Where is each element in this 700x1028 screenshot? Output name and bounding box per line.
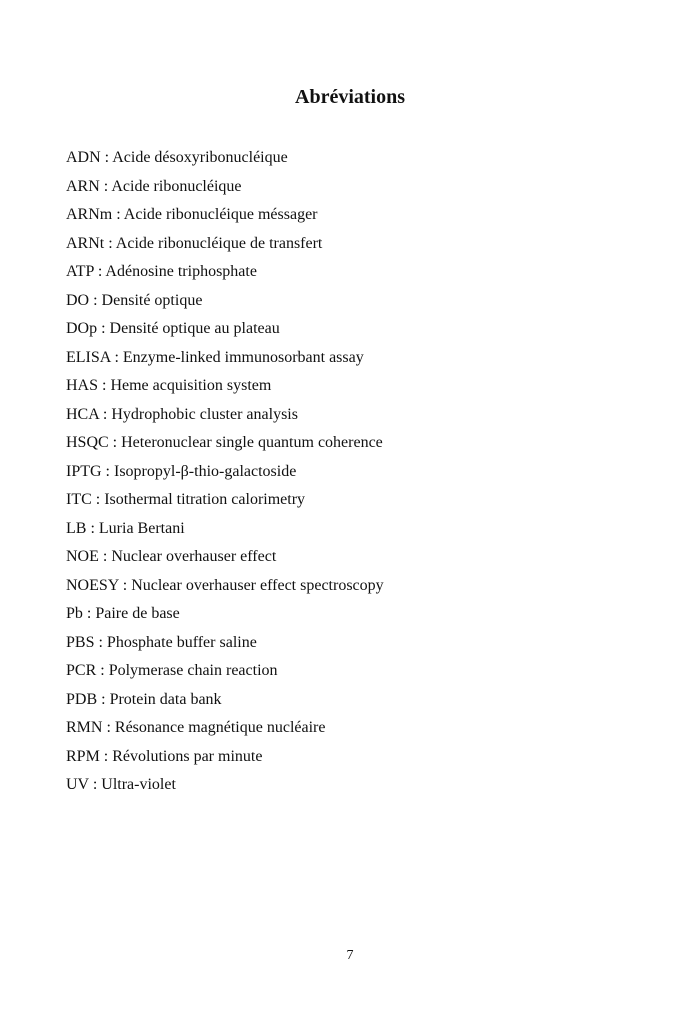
abbreviation-item: ARNt : Acide ribonucléique de transfert — [66, 234, 323, 252]
abbreviation-item: RMN : Résonance magnétique nucléaire — [66, 719, 326, 736]
abbreviation-item: DOp : Densité optique au plateau — [66, 320, 280, 337]
abbreviation-item: ATP : Adénosine triphosphate — [66, 263, 257, 280]
abbreviation-item: ARN : Acide ribonucléique — [66, 177, 242, 195]
abbreviation-item: HCA : Hydrophobic cluster analysis — [66, 405, 298, 423]
page-title — [0, 86, 700, 109]
abbreviation-item: IPTG : Isopropyl-β-thio-galactoside — [66, 462, 297, 480]
abbreviation-item: NOE : Nuclear overhauser effect — [66, 548, 277, 565]
abbreviation-item: LB : Luria Bertani — [66, 519, 185, 537]
abbreviation-item: NOESY : Nuclear overhauser effect spectroscopy — [66, 576, 384, 594]
page-number: 7 — [346, 948, 354, 963]
abbreviation-item: PBS : Phosphate buffer saline — [66, 633, 257, 651]
abbreviation-item: HSQC : Heteronuclear single quantum coherence — [66, 434, 383, 451]
abbreviation-item: RPM : Révolutions par minute — [66, 747, 263, 765]
abbreviation-item: PDB : Protein data bank — [66, 690, 222, 708]
page-title-text: Abréviations — [295, 86, 405, 108]
abbreviation-item: DO : Densité optique — [66, 291, 203, 309]
abbreviation-item: PCR : Polymerase chain reaction — [66, 662, 278, 679]
abbreviation-item: ARNm : Acide ribonucléique méssager — [66, 206, 318, 223]
abbreviation-list — [66, 144, 666, 800]
abbreviation-item: ELISA : Enzyme-linked immunosorbant assay — [66, 348, 364, 366]
abbreviation-item: ADN : Acide désoxyribonucléique — [66, 149, 288, 166]
abbreviation-item: Pb : Paire de base — [66, 605, 180, 622]
abbreviation-item: HAS : Heme acquisition system — [66, 377, 272, 394]
abbreviation-item: UV : Ultra-violet — [66, 776, 176, 793]
abbreviation-item: ITC : Isothermal titration calorimetry — [66, 491, 306, 508]
